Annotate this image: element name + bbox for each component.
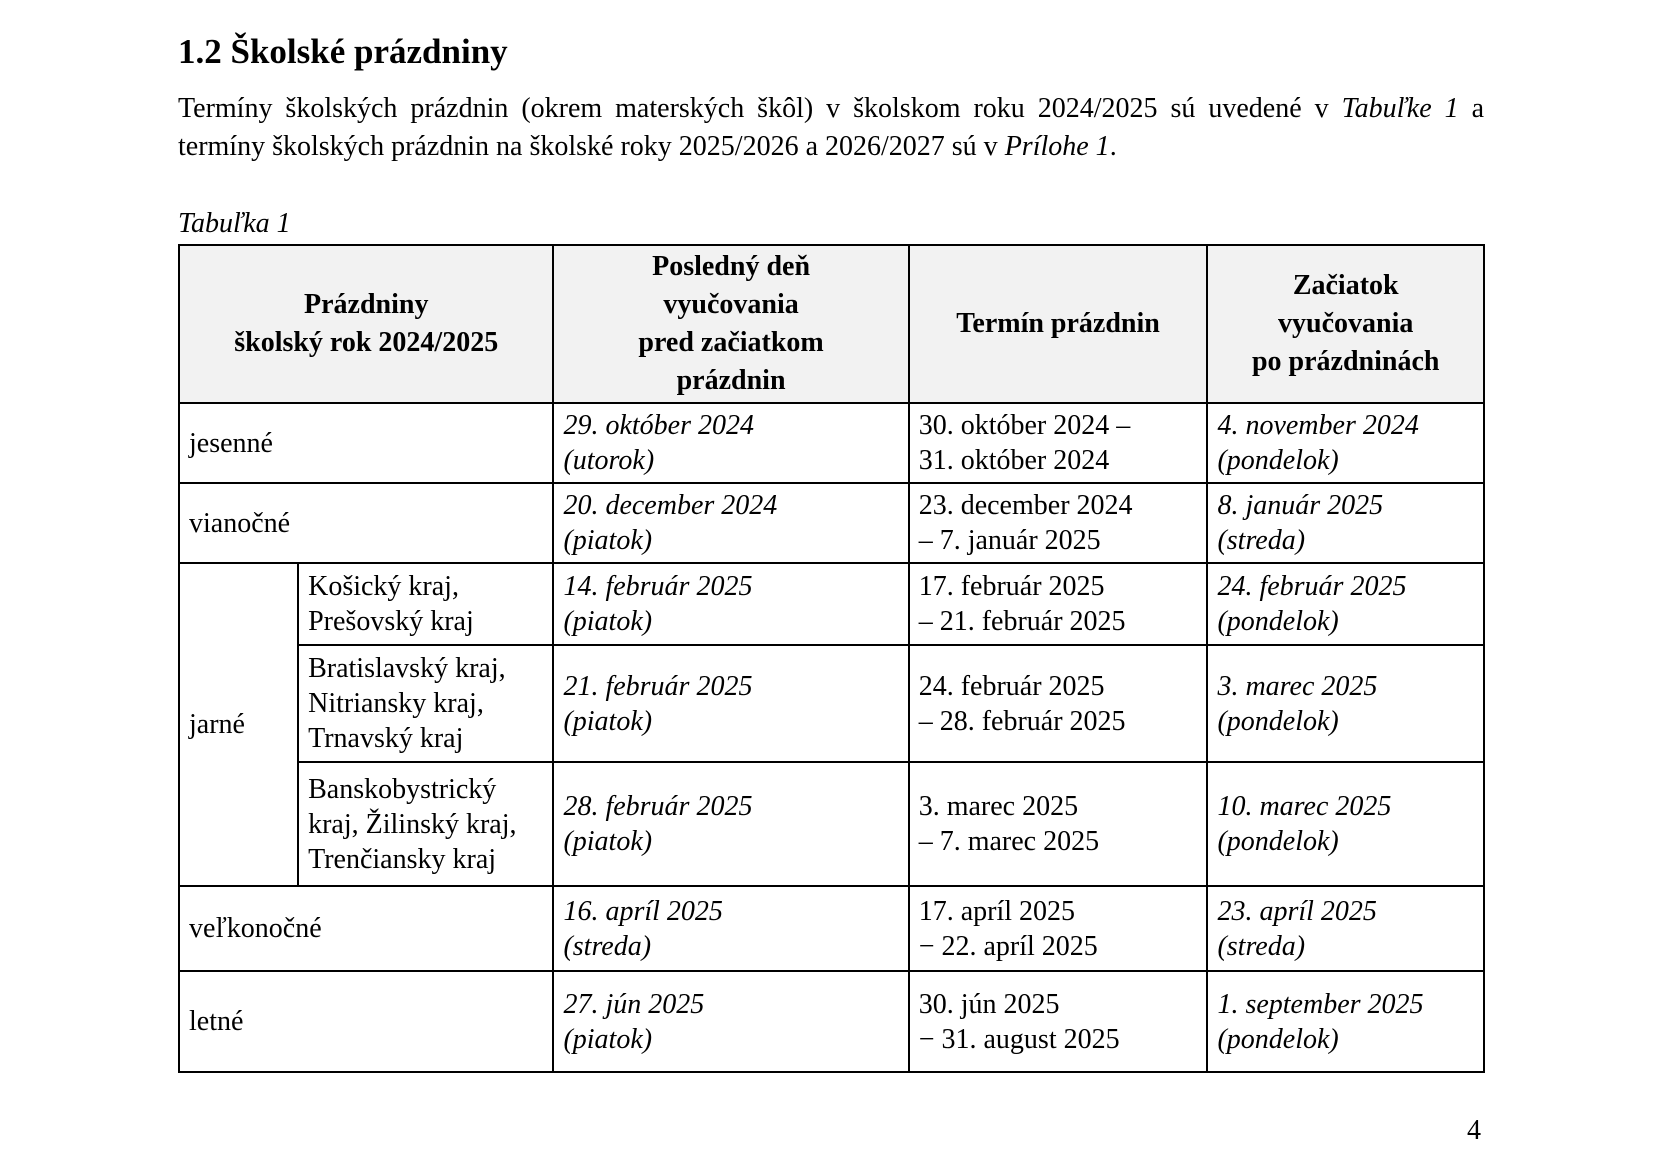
table-row xyxy=(179,886,1484,971)
term-cell: 30. jún 2025 − 31. august 2025 xyxy=(909,971,1208,1072)
start-cell: 10. marec 2025 (pondelok) xyxy=(1207,762,1484,886)
header-term: Termín prázdnin xyxy=(909,245,1208,403)
term-cell: 17. apríl 2025 − 22. apríl 2025 xyxy=(909,886,1208,971)
start-cell: 3. marec 2025 (pondelok) xyxy=(1207,645,1484,762)
term-cell: 30. október 2024 – 31. október 2024 xyxy=(909,403,1208,483)
intro-text-part-2: a termíny školských prázdnin na školské roky 2025/2026 a 2026/2027 sú v xyxy=(178,93,1484,162)
start-cell: 1. september 2025 (pondelok) xyxy=(1207,971,1484,1072)
table-row xyxy=(179,762,1484,886)
last-day-cell: 27. jún 2025 (piatok) xyxy=(553,971,908,1072)
table-row xyxy=(179,645,1484,762)
holiday-name-cell: veľkonočné xyxy=(179,886,553,971)
page-number: 4 xyxy=(1467,1115,1481,1146)
section-title: 1.2 Školské prázdniny xyxy=(178,32,508,71)
start-cell: 23. apríl 2025 (streda) xyxy=(1207,886,1484,971)
region-cell: Košický kraj, Prešovský kraj xyxy=(298,563,553,645)
last-day-cell: 29. október 2024 (utorok) xyxy=(553,403,908,483)
term-cell: 23. december 2024 – 7. január 2025 xyxy=(909,483,1208,563)
term-cell: 17. február 2025 – 21. február 2025 xyxy=(909,563,1208,645)
table-reference: Tabuľke 1 xyxy=(1341,93,1459,124)
header-holidays: Prázdniny školský rok 2024/2025 xyxy=(179,245,553,403)
intro-text-part-3: . xyxy=(1109,131,1117,162)
holidays-table xyxy=(178,244,1485,1073)
table-row xyxy=(179,563,1484,645)
table-header-row xyxy=(179,245,1484,403)
last-day-cell: 28. február 2025 (piatok) xyxy=(553,762,908,886)
holiday-name-cell: letné xyxy=(179,971,553,1072)
start-cell: 24. február 2025 (pondelok) xyxy=(1207,563,1484,645)
region-cell: Banskobystrický kraj, Žilinský kraj, Trenčiansky kraj xyxy=(298,762,553,886)
holiday-name-cell: vianočné xyxy=(179,483,553,563)
start-cell: 8. január 2025 (streda) xyxy=(1207,483,1484,563)
annex-reference: Prílohe 1 xyxy=(1004,131,1110,162)
last-day-cell: 21. február 2025 (piatok) xyxy=(553,645,908,762)
last-day-cell: 20. december 2024 (piatok) xyxy=(553,483,908,563)
header-start: Začiatok vyučovania po prázdninách xyxy=(1207,245,1484,403)
table-row xyxy=(179,971,1484,1072)
term-cell: 3. marec 2025 – 7. marec 2025 xyxy=(909,762,1208,886)
holiday-name-cell: jesenné xyxy=(179,403,553,483)
last-day-cell: 16. apríl 2025 (streda) xyxy=(553,886,908,971)
last-day-cell: 14. február 2025 (piatok) xyxy=(553,563,908,645)
header-last-day: Posledný deň vyučovania pred začiatkom prázdnin xyxy=(553,245,908,403)
table-row xyxy=(179,483,1484,563)
start-cell: 4. november 2024 (pondelok) xyxy=(1207,403,1484,483)
region-cell: Bratislavský kraj, Nitriansky kraj, Trnavský kraj xyxy=(298,645,553,762)
intro-paragraph xyxy=(178,90,1484,166)
intro-text-part-1: Termíny školských prázdnin (okrem materských škôl) v školskom roku 2024/2025 sú uvedené v xyxy=(178,93,1342,124)
holiday-name-cell: jarné xyxy=(179,563,298,886)
table-row xyxy=(179,403,1484,483)
table-caption: Tabuľka 1 xyxy=(178,208,291,239)
term-cell: 24. február 2025 – 28. február 2025 xyxy=(909,645,1208,762)
